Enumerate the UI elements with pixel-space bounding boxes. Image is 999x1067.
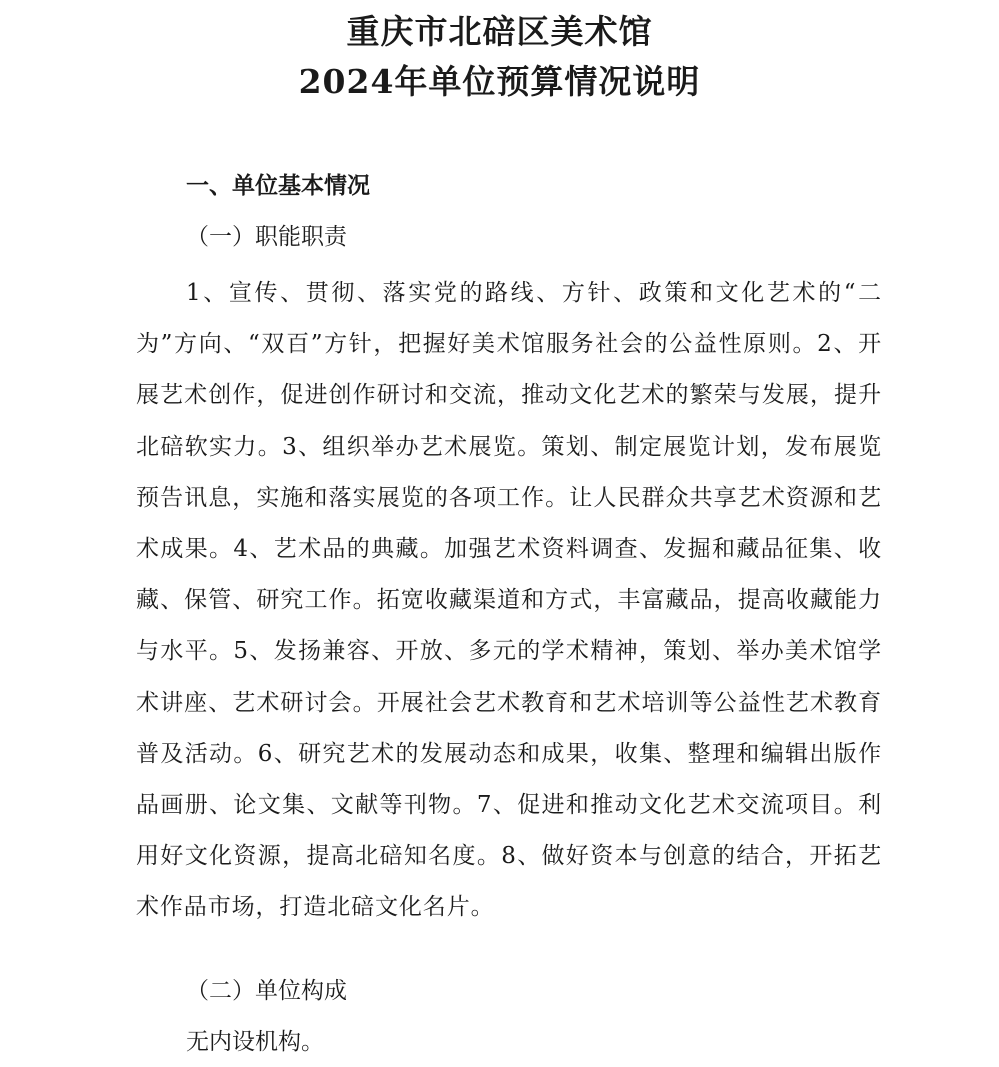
document-title-line-1: 重庆市北碚区美术馆: [346, 12, 653, 51]
composition-paragraph: 无内设机构。: [186, 1029, 324, 1055]
functions-paragraph: 1、宣传、贯彻、落实党的路线、方针、政策和文化艺术的“二为”方向、“双百”方针，把握好美术馆服务社会的公益性原则。2、开展艺术创作，促进创作研讨和交流，推动文化艺术的繁荣与发展，提升北碚软实力。3、组织举办艺术展览。策划、制定展览计划，发布展览预告讯息，实施和落实展览的各项工作。让人民群众共享艺术资源和艺术成果。4、艺术品的典藏。加强艺术资料调查、发掘和藏品征集、收藏、保管、研究工作。拓宽收藏渠道和方式，丰富藏品，提高收藏能力与水平。5、发扬兼容、开放、多元的学术精神，策划、举办美术馆学术讲座、艺术研讨会。开展社会艺术教育和艺术培训等公益性艺术教育普及活动。6、研究艺术的发展动态和成果，收集、整理和编辑出版作品画册、论文集、文献等刊物。7、促进和推动文化艺术交流项目。利用好文化资源，提高北碚知名度。8、做好资本与创意的结合，开拓艺术作品市场，打造北碚文化名片。: [136, 280, 882, 921]
subsection-heading-composition: （二）单位构成: [186, 978, 347, 1004]
subsection-heading-functions: （一）职能职责: [186, 224, 347, 250]
document-title-line-2: 2024年单位预算情况说明: [298, 62, 701, 101]
section-heading-basic-info: 一、单位基本情况: [186, 173, 370, 199]
